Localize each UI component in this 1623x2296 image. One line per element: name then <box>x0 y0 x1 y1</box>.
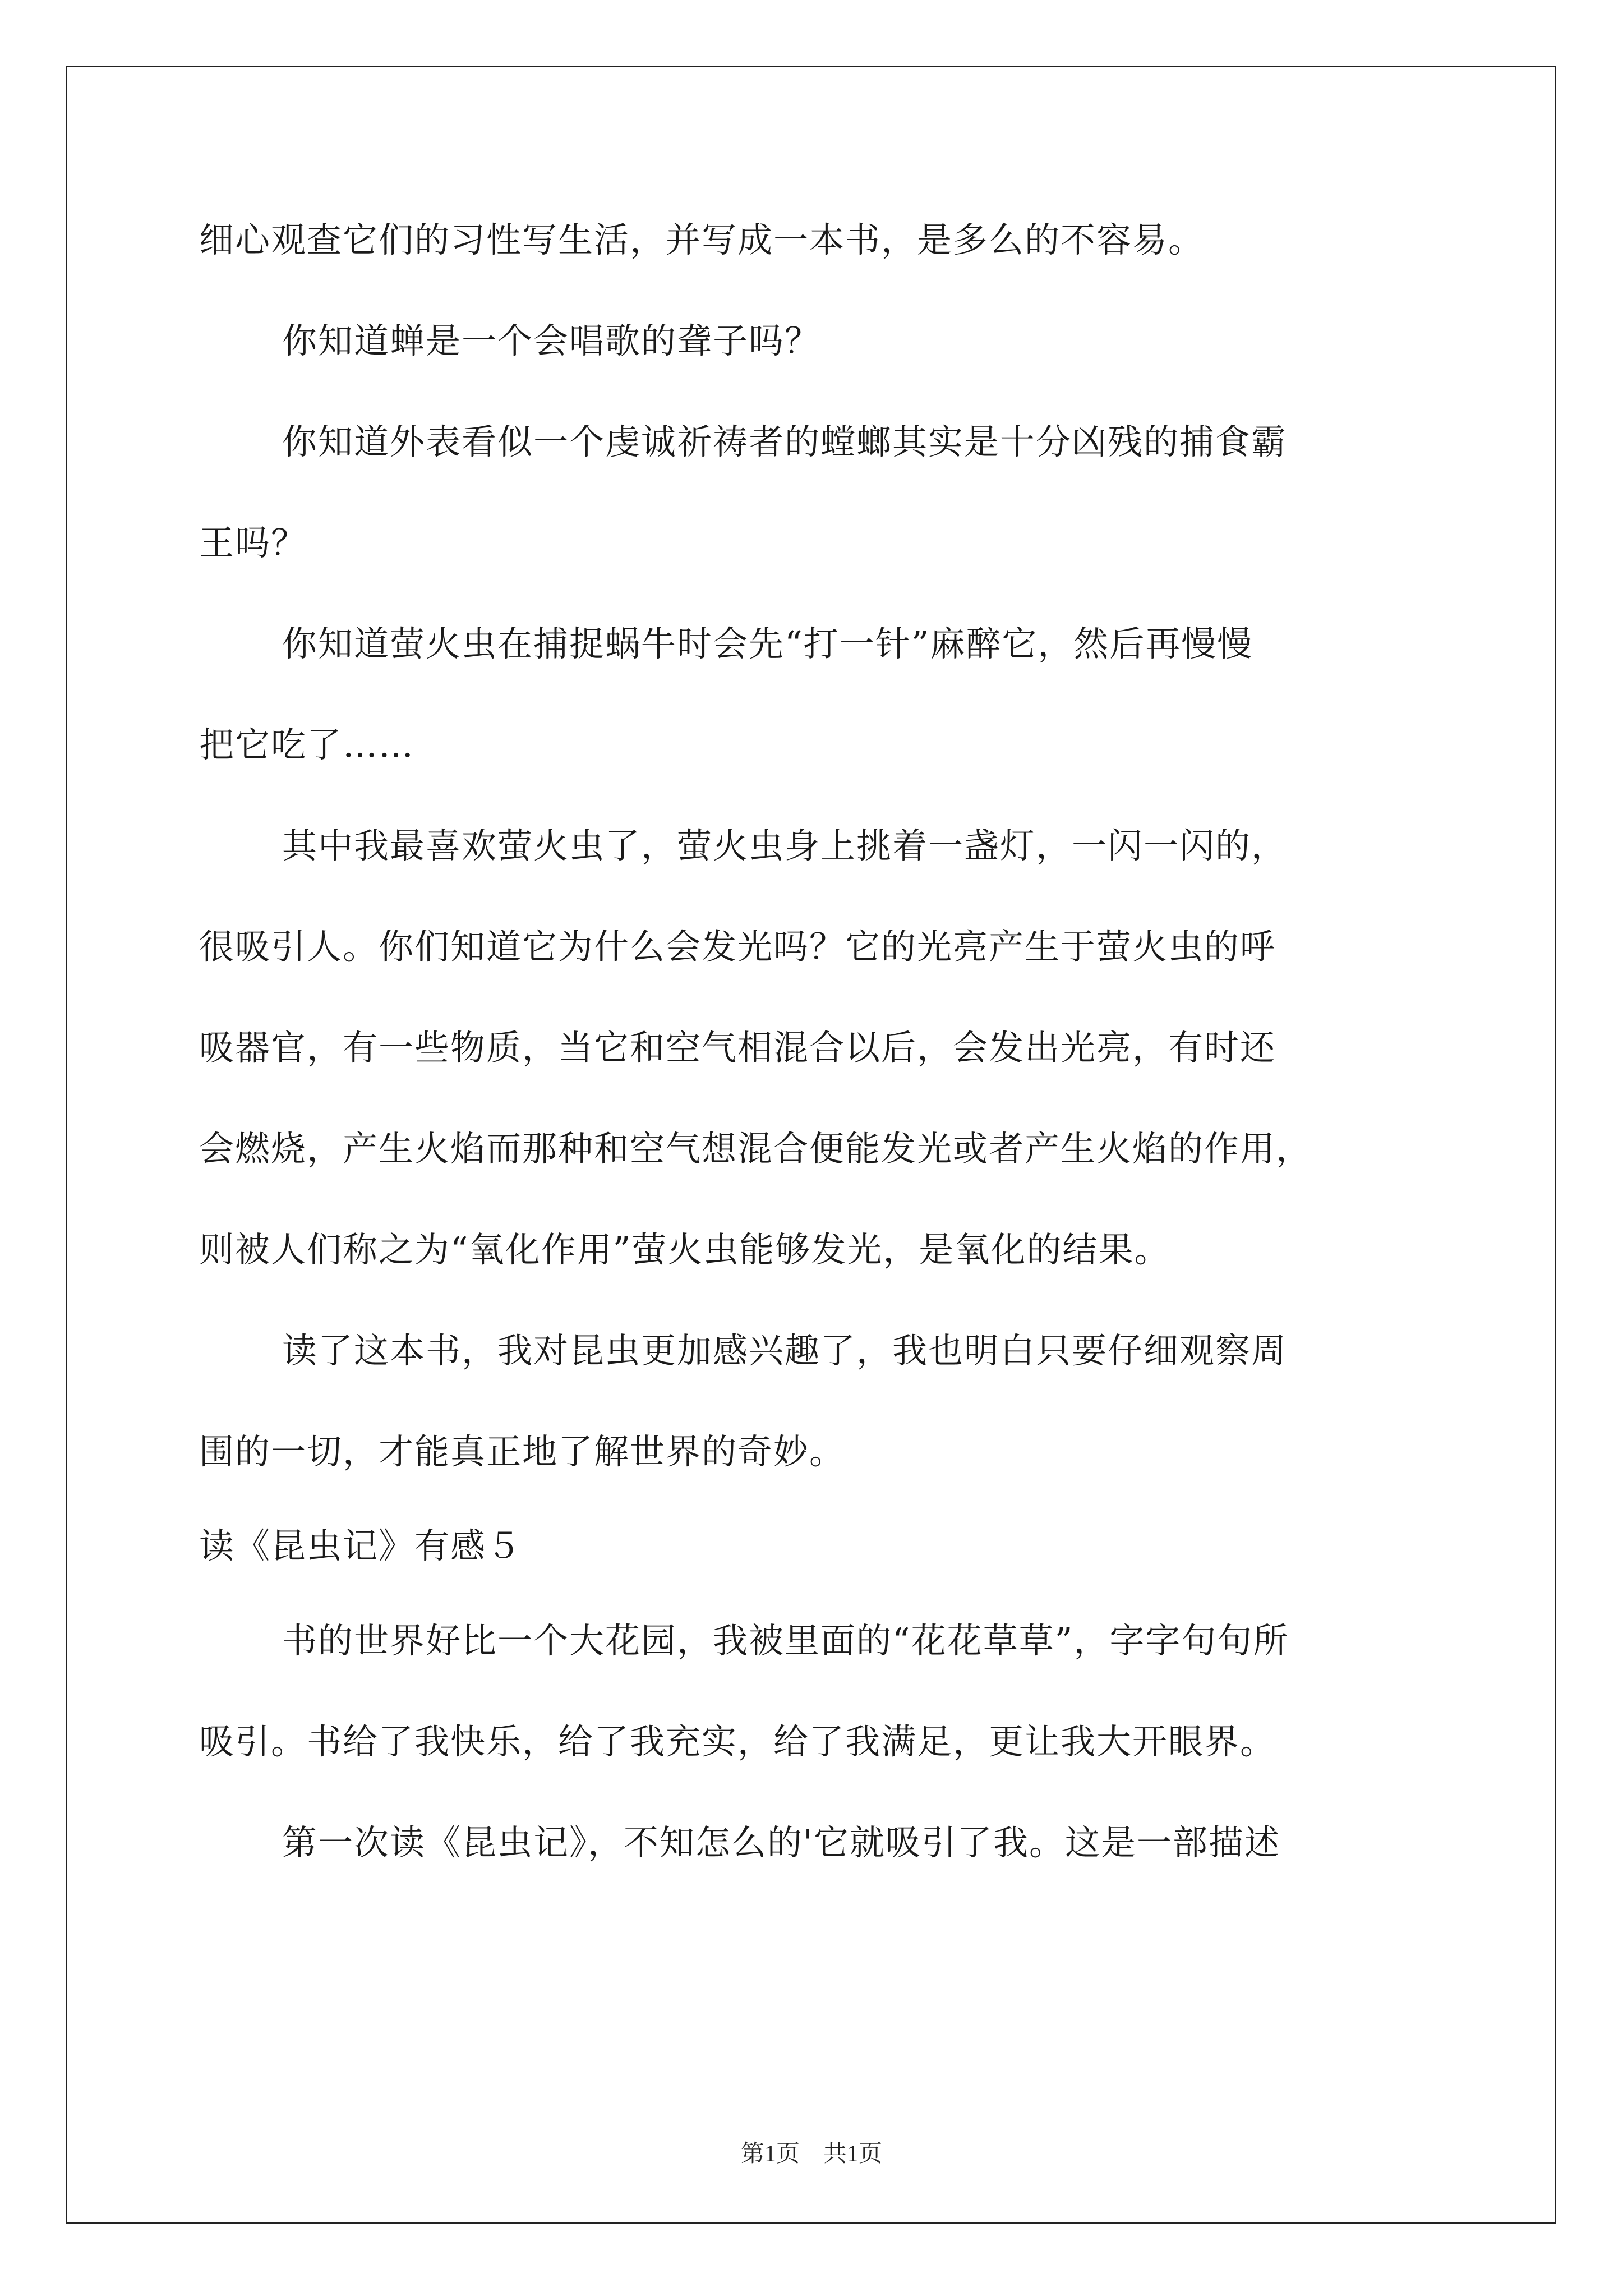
text-line: 很吸引人。你们知道它为什么会发光吗？它的光亮产生于萤火虫的呼 <box>199 926 1276 967</box>
text-line: 你知道萤火虫在捕捉蜗牛时会先“打一针”麻醉它，然后再慢慢 <box>282 623 1253 664</box>
text-line: 则被人们称之为“氧化作用”萤火虫能够发光，是氧化的结果。 <box>199 1229 1170 1270</box>
text-line: 吸引。书给了我快乐，给了我充实，给了我满足，更让我大开眼界。 <box>199 1721 1276 1762</box>
text-line: 其中我最喜欢萤火虫了，萤火虫身上挑着一盏灯，一闪一闪的， <box>282 825 1288 866</box>
text-line: 你知道外表看似一个虔诚祈祷者的螳螂其实是十分凶残的捕食霸 <box>282 421 1288 462</box>
text-line: 书的世界好比一个大花园，我被里面的“花花草草”，字字句句所 <box>282 1620 1289 1661</box>
text-line: 读了这本书，我对昆虫更加感兴趣了，我也明白只要仔细观察周 <box>282 1330 1288 1371</box>
text-line: 王吗？ <box>199 522 307 563</box>
text-line: 细心观查它们的习性写生活，并写成一本书，是多么的不容易。 <box>199 219 1205 260</box>
text-line: 第一次读《昆虫记》，不知怎么的'它就吸引了我。这是一部描述 <box>282 1822 1281 1863</box>
text-line: 围的一切，才能真正地了解世界的奇妙。 <box>199 1431 846 1472</box>
text-line: 你知道蝉是一个会唱歌的聋子吗？ <box>282 320 821 361</box>
text-line: 会燃烧，产生火焰而那种和空气想混合便能发光或者产生火焰的作用， <box>199 1128 1312 1169</box>
section-heading: 读《昆虫记》有感５ <box>199 1525 523 1566</box>
text-line: 吸器官，有一些物质，当它和空气相混合以后，会发出光亮，有时还 <box>199 1027 1276 1068</box>
text-line: 把它吃了…… <box>199 724 415 765</box>
page-number-footer: 第1页 共1页 <box>740 2141 882 2167</box>
